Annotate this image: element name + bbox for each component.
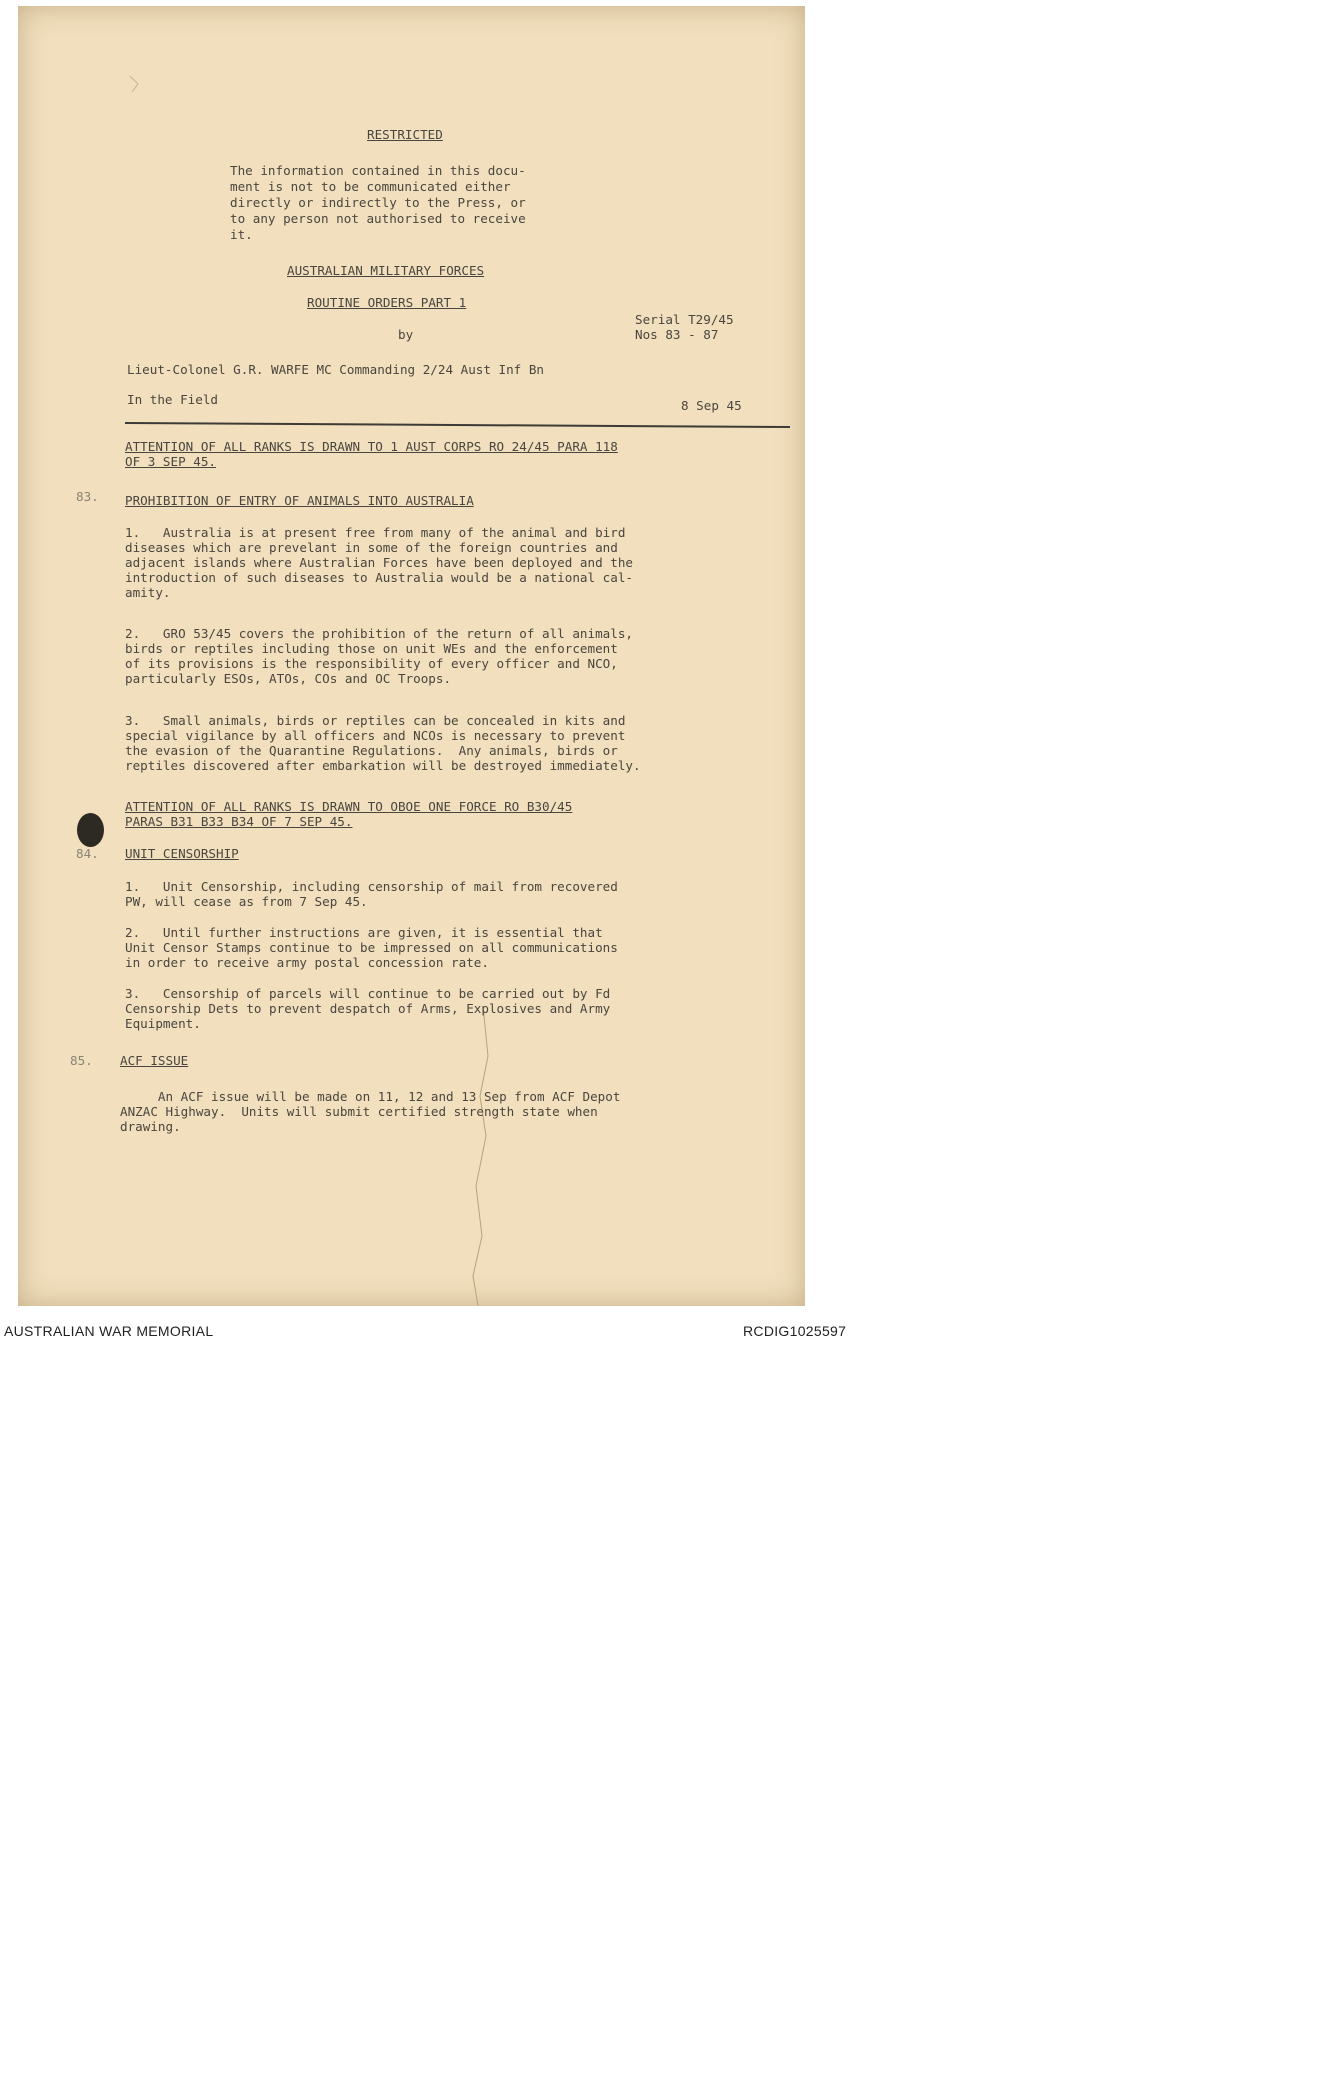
location: In the Field [127,392,218,407]
notice-line: ment is not to be communicated either [230,179,511,194]
section-title: PROHIBITION OF ENTRY OF ANIMALS INTO AUSTRALIA [125,493,474,508]
restricted-heading: RESTRICTED [367,127,443,142]
paragraph-line: of its provisions is the responsibility of every officer and NCO, [125,656,618,671]
paragraph [125,525,633,600]
ink-blot [77,813,104,847]
attention-note: OF 3 SEP 45. [125,454,216,469]
paragraph-line: 1. Australia is at present free from many of the animal and bird [125,525,626,540]
paragraph [125,986,610,1031]
paragraph [120,1089,620,1134]
paragraph-line: the evasion of the Quarantine Regulations. Any animals, birds or [125,743,618,758]
paragraph-line: ANZAC Highway. Units will submit certified strength state when [120,1104,598,1119]
paragraph-line: in order to receive army postal concession rate. [125,955,489,970]
section-title: UNIT CENSORSHIP [125,846,239,861]
paragraph-line: amity. [125,585,171,600]
section-number: 85. [70,1053,93,1068]
paragraph-line: An ACF issue will be made on 11, 12 and 13 Sep from ACF Depot [120,1089,621,1104]
section-number: 83. [76,489,99,504]
archive-id: RCDIG1025597 [743,1323,847,1339]
paragraph-line: 3. Small animals, birds or reptiles can be concealed in kits and [125,713,626,728]
notice-line: to any person not authorised to receive [230,211,526,226]
paragraph-line: 2. GRO 53/45 covers the prohibition of the return of all animals, [125,626,633,641]
paragraph [125,925,618,970]
force-heading: AUSTRALIAN MILITARY FORCES [287,263,485,278]
by-label: by [398,327,414,342]
serial-number: Serial T29/45 [635,312,734,327]
notice-line: directly or indirectly to the Press, or [230,195,526,210]
paragraph-line: 3. Censorship of parcels will continue to be carried out by Fd [125,986,611,1001]
paragraph [125,626,633,686]
paragraph-line: particularly ESOs, ATOs, COs and OC Troops. [125,671,452,686]
restriction-notice [230,163,526,242]
paragraph-line: Censorship Dets to prevent despatch of Arms, Explosives and Army [125,1001,611,1016]
paragraph-line: Unit Censor Stamps continue to be impressed on all communications [125,940,618,955]
document-page [18,6,805,1306]
paragraph-line: Equipment. [125,1016,201,1031]
notice-line: The information contained in this docu- [230,163,526,178]
order-date: 8 Sep 45 [681,398,742,413]
orders-heading: ROUTINE ORDERS PART 1 [307,295,467,310]
commander-line: Lieut-Colonel G.R. WARFE MC Commanding 2/24 Aust Inf Bn [127,362,545,377]
section-number: 84. [76,846,99,861]
archive-credit: AUSTRALIAN WAR MEMORIAL [4,1323,214,1339]
paragraph-line: drawing. [120,1119,181,1134]
paragraph-line: diseases which are prevelant in some of the foreign countries and [125,540,618,555]
paragraph-line: PW, will cease as from 7 Sep 45. [125,894,368,909]
paragraph [125,879,618,909]
order-numbers: Nos 83 - 87 [635,327,719,342]
paragraph-line: 2. Until further instructions are given, it is essential that [125,925,603,940]
attention-note: ATTENTION OF ALL RANKS IS DRAWN TO OBOE ONE FORCE RO B30/45 [125,799,573,814]
paragraph-line: special vigilance by all officers and NCOs is necessary to prevent [125,728,626,743]
paragraph-line: reptiles discovered after embarkation will be destroyed immediately. [125,758,641,773]
paragraph-line: introduction of such diseases to Australia would be a national cal- [125,570,633,585]
section-title: ACF ISSUE [120,1053,189,1068]
attention-note: PARAS B31 B33 B34 OF 7 SEP 45. [125,814,353,829]
paragraph-line: adjacent islands where Australian Forces have been deployed and the [125,555,633,570]
paragraph-line: 1. Unit Censorship, including censorship of mail from recovered [125,879,618,894]
attention-note: ATTENTION OF ALL RANKS IS DRAWN TO 1 AUST CORPS RO 24/45 PARA 118 [125,439,618,454]
notice-line: it. [230,227,253,242]
paragraph [125,713,641,773]
paragraph-line: birds or reptiles including those on unit WEs and the enforcement [125,641,618,656]
